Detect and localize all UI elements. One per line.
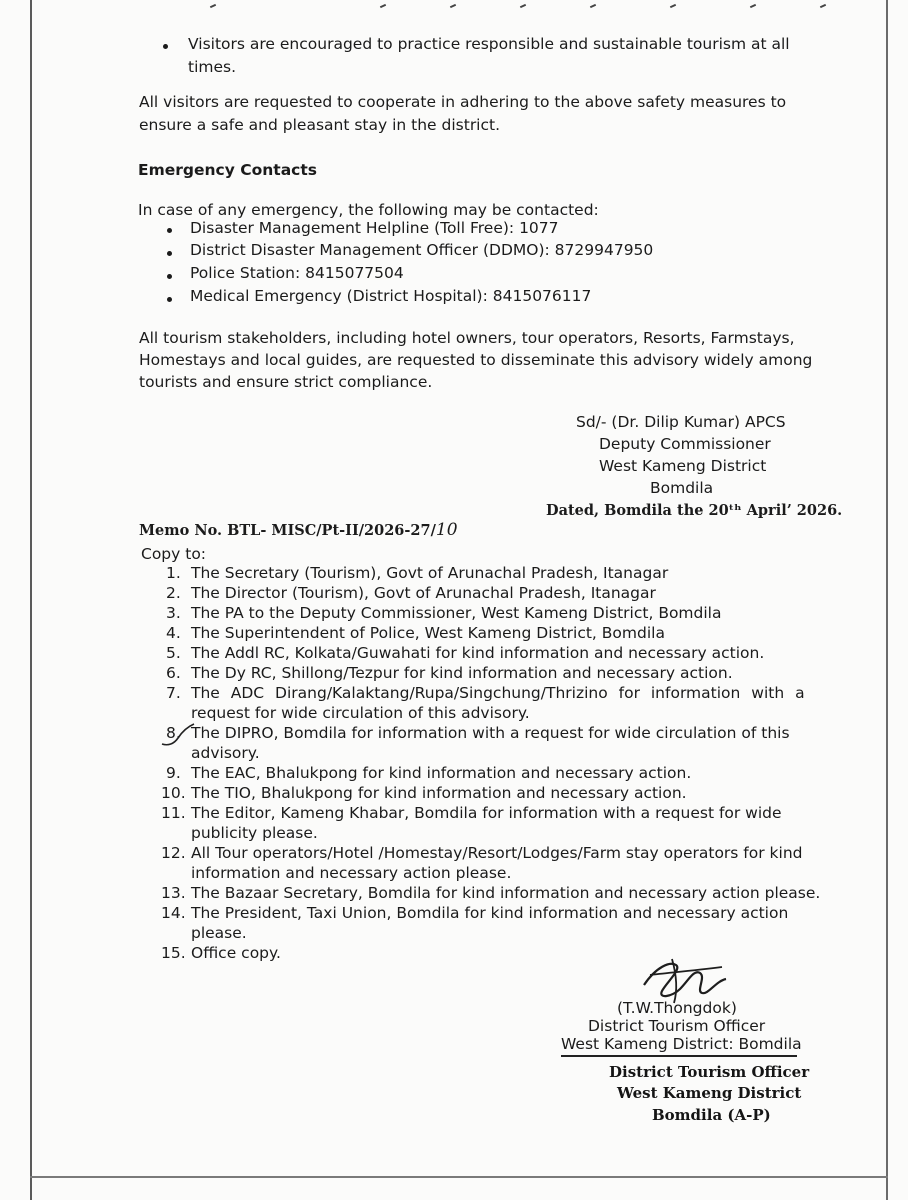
list-number: 8.	[166, 724, 181, 742]
copy-list-item: The ADC Dirang/Kalaktang/Rupa/Singchung/Thrizino for information with a	[191, 684, 805, 702]
copy-list-item: The TIO, Bhalukpong for kind information and necessary action.	[191, 784, 687, 802]
list-number: 7.	[166, 684, 181, 702]
bullet-dot	[167, 228, 172, 233]
list-number: 11.	[161, 804, 186, 822]
memo-number-text: Memo No. BTL- MISC/Pt-II/2026-27/	[139, 522, 436, 539]
list-number: 4.	[166, 624, 181, 642]
paragraph-line: All tourism stakeholders, including hotel owners, tour operators, Resorts, Farmstays,	[139, 329, 795, 347]
officer-title: District Tourism Officer	[588, 1017, 766, 1035]
cut-off-text-remnants	[150, 2, 850, 16]
tick-mark-icon	[160, 722, 196, 750]
memo-number	[139, 520, 458, 541]
signatory-line: Sd/- (Dr. Dilip Kumar) APCS	[576, 413, 786, 431]
paragraph-line: Homestays and local guides, are requested to disseminate this advisory widely among	[139, 351, 813, 369]
list-number: 13.	[161, 884, 186, 902]
copy-list-item: The PA to the Deputy Commissioner, West Kameng District, Bomdila	[191, 604, 722, 622]
copy-list-item: The Bazaar Secretary, Bomdila for kind information and necessary action please.	[191, 884, 821, 902]
copy-list-item-continued: advisory.	[191, 744, 260, 762]
paragraph-line: ensure a safe and pleasant stay in the district.	[139, 116, 501, 134]
officer-district: West Kameng District: Bomdila	[561, 1035, 802, 1053]
stamp-line: District Tourism Officer	[609, 1063, 810, 1081]
emergency-intro: In case of any emergency, the following may be contacted:	[138, 201, 599, 219]
bullet-dot	[167, 251, 172, 256]
list-number: 10.	[161, 784, 186, 802]
bullet-dot	[167, 274, 172, 279]
bullet-text-line: times.	[188, 58, 237, 76]
copy-list-item-continued: please.	[191, 924, 247, 942]
bullet-text-line: Visitors are encouraged to practice responsible and sustainable tourism at all	[188, 35, 790, 53]
copy-list-item: The DIPRO, Bomdila for information with a request for wide circulation of this	[191, 724, 790, 742]
list-number: 9.	[166, 764, 181, 782]
officer-underline	[561, 1055, 797, 1057]
stamp-line: Bomdila (A-P)	[652, 1106, 771, 1124]
section-heading: Emergency Contacts	[138, 161, 317, 179]
list-number: 1.	[166, 564, 181, 582]
copy-list-item: The Director (Tourism), Govt of Arunachal Pradesh, Itanagar	[191, 584, 656, 602]
copy-list-item: The Editor, Kameng Khabar, Bomdila for information with a request for wide	[191, 804, 782, 822]
list-number: 6.	[166, 664, 181, 682]
copy-list-item-continued: publicity please.	[191, 824, 318, 842]
bullet-dot	[167, 297, 172, 302]
emergency-contact-item: District Disaster Management Officer (DDMO): 8729947950	[190, 241, 654, 259]
list-number: 14.	[161, 904, 186, 922]
copy-list-item: All Tour operators/Hotel /Homestay/Resort/Lodges/Farm stay operators for kind	[191, 844, 803, 862]
memo-handwritten-number: 10	[435, 520, 458, 540]
memo-date: Dated, Bomdila the 20ᵗʰ April’ 2026.	[546, 502, 843, 519]
emergency-contact-item: Disaster Management Helpline (Toll Free): 1077	[190, 219, 559, 237]
copy-list-item: The Addl RC, Kolkata/Guwahati for kind information and necessary action.	[191, 644, 765, 662]
copy-to-label: Copy to:	[141, 545, 207, 563]
paragraph-line: tourists and ensure strict compliance.	[139, 373, 433, 391]
bottom-page-edge	[30, 1176, 888, 1178]
list-number: 5.	[166, 644, 181, 662]
copy-list-item: The Secretary (Tourism), Govt of Arunachal Pradesh, Itanagar	[191, 564, 669, 582]
paragraph-line: All visitors are requested to cooperate in adhering to the above safety measures to	[139, 93, 787, 111]
bullet-dot	[163, 44, 168, 49]
officer-name: (T.W.Thongdok)	[617, 999, 737, 1017]
stamp-line: West Kameng District	[617, 1084, 802, 1102]
emergency-contact-item: Police Station: 8415077504	[190, 264, 404, 282]
copy-list-item: The Superintendent of Police, West Kameng District, Bomdila	[191, 624, 665, 642]
list-number: 15.	[161, 944, 186, 962]
right-page-edge	[886, 0, 888, 1200]
copy-list-item: The Dy RC, Shillong/Tezpur for kind information and necessary action.	[191, 664, 733, 682]
copy-list-item: The EAC, Bhalukpong for kind information and necessary action.	[191, 764, 692, 782]
left-page-edge	[30, 0, 32, 1200]
copy-list-item: Office copy.	[191, 944, 281, 962]
copy-list-item-continued: request for wide circulation of this advisory.	[191, 704, 530, 722]
list-number: 2.	[166, 584, 181, 602]
copy-list-item-continued: information and necessary action please.	[191, 864, 512, 882]
list-number: 3.	[166, 604, 181, 622]
copy-list-item: The President, Taxi Union, Bomdila for kind information and necessary action	[191, 904, 789, 922]
emergency-contact-item: Medical Emergency (District Hospital): 8415076117	[190, 287, 592, 305]
signatory-line: Bomdila	[650, 479, 714, 497]
list-number: 12.	[161, 844, 186, 862]
signatory-line: Deputy Commissioner	[599, 435, 771, 453]
signatory-line: West Kameng District	[599, 457, 767, 475]
